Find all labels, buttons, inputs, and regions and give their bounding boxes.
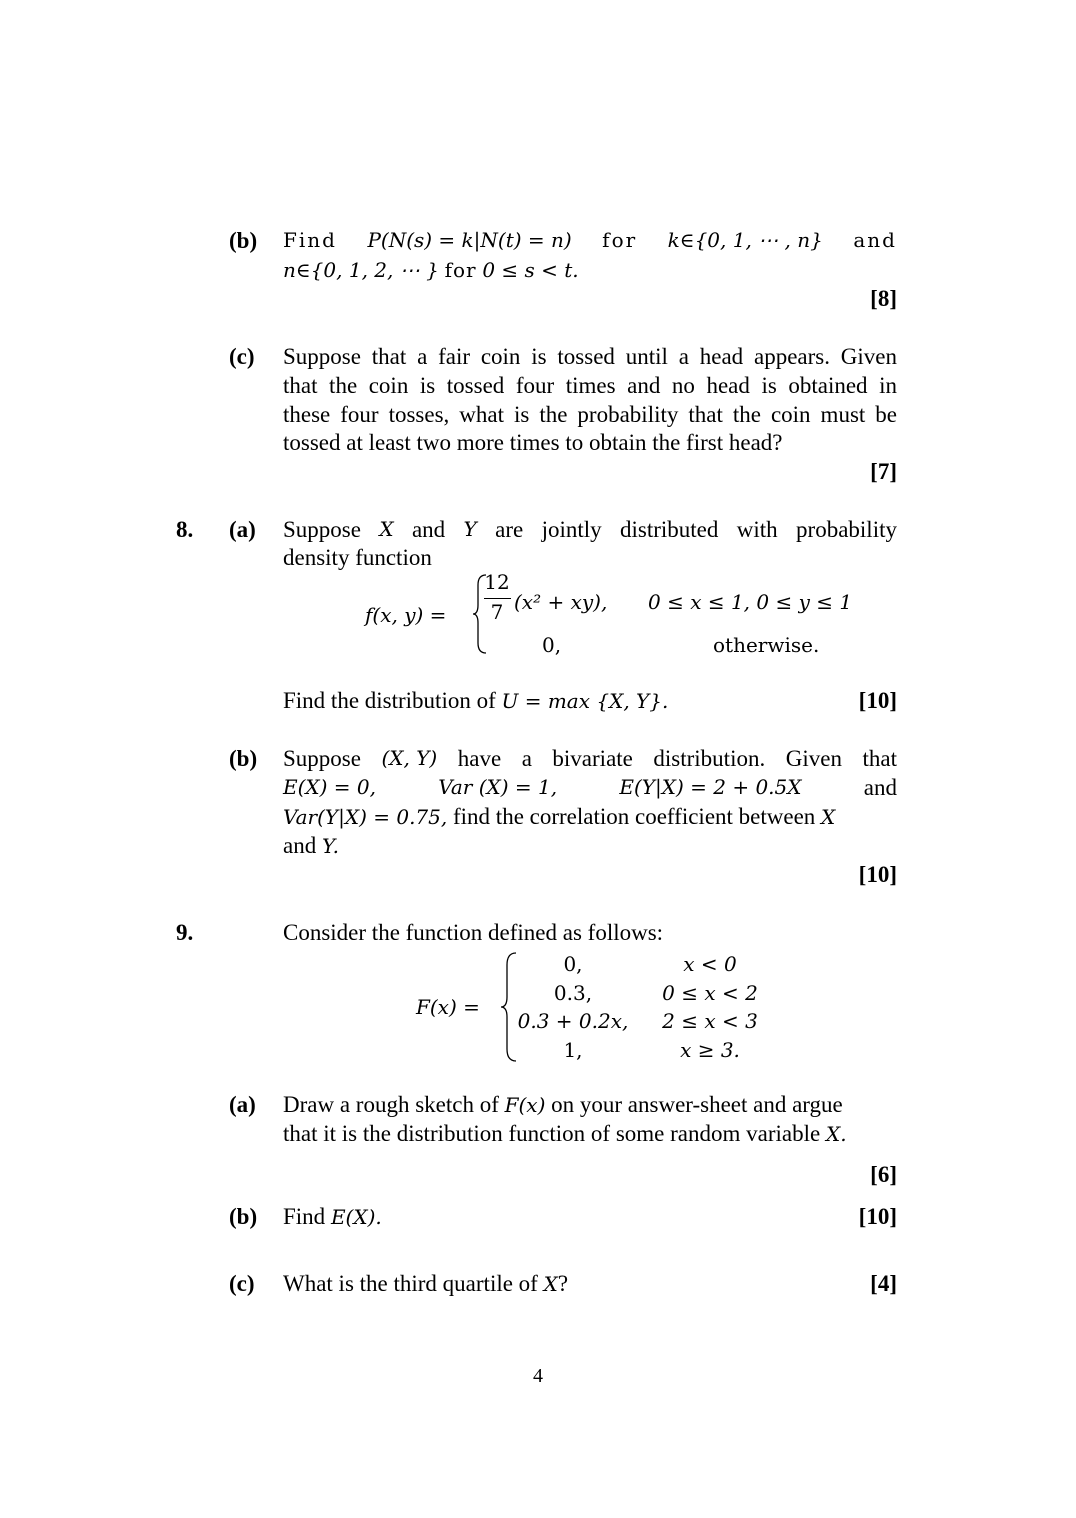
q9a-line2 bbox=[283, 1119, 847, 1149]
q7b-word-for2: for bbox=[444, 258, 477, 282]
q7c-line2: that the coin is tossed four times and no head is obtained in bbox=[283, 373, 897, 398]
pdf-lhs: f(x, y) = bbox=[365, 603, 447, 627]
q7b-line2 bbox=[283, 255, 579, 285]
frac-denominator: 7 bbox=[490, 600, 504, 624]
q8a-marks: [10] bbox=[858, 688, 897, 713]
q7b-expr-range: 0 ≤ s < t. bbox=[482, 258, 579, 282]
q9a-line1 bbox=[283, 1090, 843, 1120]
q7b-expr-probability: P(N(s) = k|N(t) = n) bbox=[367, 228, 572, 252]
q8a-var-x: X bbox=[379, 517, 394, 541]
q8b-marks: [10] bbox=[858, 862, 897, 887]
q8b-word: distribution. bbox=[653, 746, 766, 771]
q8b-line3 bbox=[283, 802, 835, 832]
q9a-var-x: X. bbox=[825, 1122, 847, 1146]
q8a-label: (a) bbox=[229, 517, 256, 542]
q7b-word-find: Find bbox=[283, 228, 337, 252]
pdf-case1-cond: 0 ≤ x ≤ 1, 0 ≤ y ≤ 1 bbox=[648, 590, 853, 614]
q8b-word: Given bbox=[785, 746, 842, 771]
q7b-label: (b) bbox=[229, 228, 258, 253]
q8a-var-y: Y bbox=[463, 517, 477, 541]
q8b-line1 bbox=[283, 744, 897, 773]
q7b-line1 bbox=[283, 226, 897, 255]
q9a-line1-rest: on your answer-sheet and argue bbox=[545, 1092, 843, 1117]
q8b-line4 bbox=[283, 831, 339, 861]
q7b-word-for: for bbox=[602, 228, 638, 252]
pdf-case2-cond: otherwise. bbox=[713, 633, 820, 657]
cdf-case-value: 0.3 + 0.2x, bbox=[517, 1009, 629, 1033]
q9c-line bbox=[283, 1269, 568, 1299]
q8a-word: with bbox=[736, 517, 778, 542]
q8b-word: Suppose bbox=[283, 746, 361, 771]
cdf-case-condition: 0 ≤ x < 2 bbox=[662, 981, 758, 1005]
q8b-word-and: and bbox=[863, 775, 897, 800]
q7c-line4: tossed at least two more times to obtain the first head? bbox=[283, 430, 783, 455]
q8b-expr-xy: (X, Y) bbox=[381, 746, 438, 770]
q8b-word: have bbox=[457, 746, 502, 771]
q8b-expr-cond-var: Var(Y|X) = 0.75, bbox=[283, 805, 448, 829]
q8a-word: Suppose bbox=[283, 517, 361, 542]
q8b-var-x: X bbox=[821, 805, 836, 829]
q7c-marks: [7] bbox=[870, 459, 897, 484]
q9c-end: ? bbox=[557, 1271, 569, 1296]
q8b-word: a bbox=[521, 746, 532, 771]
q9b-text: Find bbox=[283, 1204, 331, 1229]
q9a-marks: [6] bbox=[870, 1162, 897, 1187]
cdf-case-value: 1, bbox=[563, 1038, 583, 1062]
q8a-word: distributed bbox=[620, 517, 719, 542]
q9c-var-x: X bbox=[543, 1272, 558, 1296]
pdf-case1-expr: (x² + xy), bbox=[514, 590, 608, 614]
q7c-line1: Suppose that a fair coin is tossed until a head appears. Given bbox=[283, 344, 897, 369]
q8b-word: bivariate bbox=[552, 746, 633, 771]
q8a-line1 bbox=[283, 515, 897, 544]
page-number: 4 bbox=[533, 1365, 543, 1387]
q8a-word: jointly bbox=[541, 517, 602, 542]
q8a-find-text: Find the distribution of bbox=[283, 688, 502, 713]
cdf-brace bbox=[500, 951, 518, 1063]
q8b-expr-mean: E(X) = 0, bbox=[283, 775, 376, 799]
q8b-expr-var: Var (X) = 1, bbox=[438, 775, 558, 799]
q8a-word: and bbox=[411, 517, 446, 542]
q9a-label: (a) bbox=[229, 1092, 256, 1117]
q9c-label: (c) bbox=[229, 1271, 255, 1296]
q8b-line4-text: and bbox=[283, 833, 322, 858]
q8b-line3-text: find the correlation coefficient between bbox=[447, 804, 822, 829]
q8a-word: probability bbox=[796, 517, 897, 542]
q8a-find-expr: U = max {X, Y}. bbox=[501, 689, 669, 713]
q7c-label: (c) bbox=[229, 344, 255, 369]
q9a-expr-fx: F(x) bbox=[504, 1093, 546, 1117]
q8b-var-y: Y. bbox=[321, 834, 339, 858]
q8b-expr-cond-mean: E(Y|X) = 2 + 0.5X bbox=[619, 775, 802, 799]
cdf-case-value: 0, bbox=[563, 952, 583, 976]
q8a-word: are bbox=[495, 517, 524, 542]
q9-number: 9. bbox=[176, 920, 194, 945]
q7b-marks: [8] bbox=[870, 286, 897, 311]
q9c-text: What is the third quartile of bbox=[283, 1271, 544, 1296]
q9b-marks: [10] bbox=[858, 1204, 897, 1229]
frac-numerator: 12 bbox=[484, 570, 510, 594]
q8b-label: (b) bbox=[229, 746, 258, 771]
q9b-label: (b) bbox=[229, 1204, 258, 1229]
q9b-expr: E(X). bbox=[330, 1205, 382, 1229]
q8b-word: that bbox=[862, 746, 897, 771]
pdf-case2-value: 0, bbox=[542, 633, 562, 657]
cdf-case-condition: x ≥ 3. bbox=[680, 1038, 740, 1062]
q9c-marks: [4] bbox=[870, 1271, 897, 1296]
q9a-line2-text: that it is the distribution function of some random variable bbox=[283, 1121, 826, 1146]
cdf-case-condition: 2 ≤ x < 3 bbox=[662, 1009, 758, 1033]
q7b-expr-k-set: k∈{0, 1, ⋯ , n} bbox=[667, 228, 823, 252]
q9b-line bbox=[283, 1202, 382, 1232]
q8-number: 8. bbox=[176, 517, 194, 542]
q8b-line2 bbox=[283, 773, 897, 802]
cdf-lhs: F(x) = bbox=[416, 995, 480, 1019]
q8a-find-line bbox=[283, 686, 668, 716]
cdf-case-value: 0.3, bbox=[553, 981, 593, 1005]
q8a-line2: density function bbox=[283, 545, 432, 570]
q9-intro: Consider the function defined as follows: bbox=[283, 920, 664, 945]
q7c-line3: these four tosses, what is the probability that the coin must be bbox=[283, 402, 897, 427]
cdf-case-condition: x < 0 bbox=[683, 952, 737, 976]
q7b-word-and: and bbox=[853, 228, 897, 252]
q7b-expr-n-set: n∈{0, 1, 2, ⋯ } bbox=[283, 258, 439, 282]
q9a-line1-text: Draw a rough sketch of bbox=[283, 1092, 505, 1117]
